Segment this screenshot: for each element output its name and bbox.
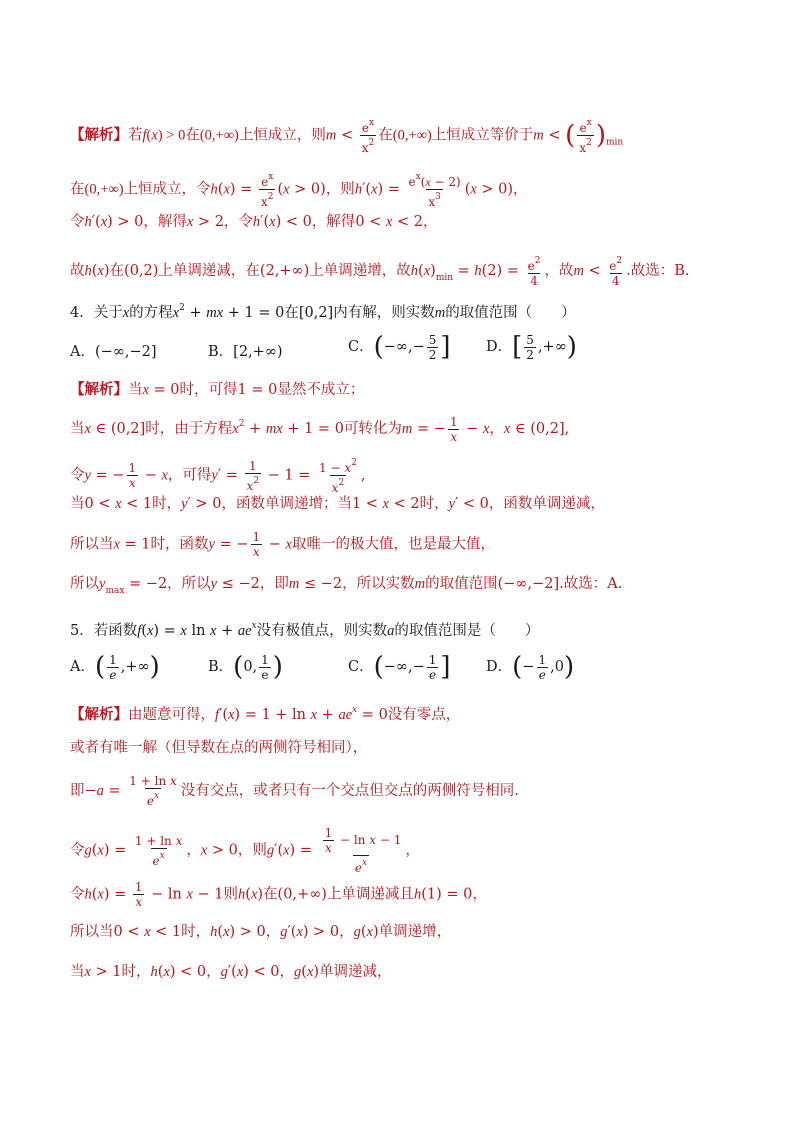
text: ， [339,924,354,940]
text: 当 [128,382,143,398]
text: 时，由于方程 [145,421,233,437]
q4-solution-line-1: 【解析】当x = 0时，可得1 = 0显然不成立； [70,381,365,398]
text: 所以当 [70,536,114,553]
solution-tag: 【解析】 [70,706,128,723]
text: 内有解，则实数 [333,305,435,321]
text: 在 [109,263,125,279]
text: 没有交点，或者只有一个交点但交点的两侧符号相同. [180,783,519,799]
q4-option-d[interactable]: D．[ $\frac{5}{2}$ ,+∞) [486,332,577,362]
fraction: $\frac{e^2}{4}$ [609,256,623,288]
text: ，函数单调递增；当 [221,496,352,512]
text: ，即 [259,576,289,592]
q5-option-a[interactable]: A．( $\frac{1}{e}$ ,+∞) [70,652,160,682]
text: 在 [70,181,85,198]
text: 时， [152,496,182,512]
text: 若 [128,127,143,144]
text: ，所以实数 [342,576,415,592]
fraction: $\frac{e^x}{x^2}$ [361,118,375,155]
option-label: B． [208,344,234,360]
q4-solution-line-3: 令y = − $\frac{1}{x}$ − x，可得y′ = $\frac{1}{x^2}$ − 1 = $\frac{1 - x^2}{x^2}$ , [70,458,366,495]
option-label: B． [208,659,234,675]
text: 4．关于 [70,305,123,321]
q5-solution-line-5: 令h(x) = $\frac{1}{x}$ − ln x − 1则h(x)在(0,+∞)上单调递减且h(1) = 0， [70,880,487,909]
q4-solution-line-2: 当x ∈ (0,2]时，由于方程$x^2$ + mx + 1 = 0可转化为m = − $\frac{1}{x}$ − x，x ∈ (0,2], [70,414,570,444]
q4-solution-line-6: 所以$y_{max} = -2$，所以y ≤ −2，即m ≤ −2，所以实数m的取值范围(−∞,−2].故选：A. [70,576,623,596]
text: ，则 [237,842,267,859]
text: ，解得 [311,214,356,230]
q4-option-c[interactable]: C．(−∞,− $\frac{5}{2}$ ] [348,332,451,362]
text: , [564,421,570,437]
fraction: $\frac{e^x(x - 2)}{x^3}$ [408,172,461,209]
text: ，令 [223,214,253,230]
q5-solution-line-6: 所以当0 < x < 1时，h(x) > 0，g′(x) > 0，g(x)单调递增， [70,924,452,940]
option-label: A． [70,659,95,675]
text: 上单调递增，故 [309,263,411,279]
solution-tag: 【解析】 [70,126,128,144]
text: 取唯一的极大值，也是最大值， [291,536,495,553]
text: 的取值范围 [425,576,498,592]
q3-solution-line-1: 【解析】若f(x) > 0在(0,+∞)上恒成立，则m < $\frac{e^x}{x^2}$ 在(0,+∞)上恒成立等价于m < ( $\frac{e^x}{x^2}$ )$_{min}$ [70,118,624,155]
text: ，解得 [143,214,187,230]
q5-option-c[interactable]: C．(−∞,− $\frac{1}{e}$ ] [348,652,451,682]
text: 令 [70,214,85,230]
text: ，则 [325,181,355,198]
fraction: $\frac{e^x}{x^2}$ [260,172,274,209]
text: 没有零点， [387,707,461,723]
text: ，故 [544,263,574,279]
text: 时，函数 [150,536,209,553]
text: ， [265,924,281,940]
q3-solution-line-2: 在(0,+∞)上恒成立，令h(x) = $\frac{e^x}{x^2}$ (x > 0)，则h′(x) = $\frac{e^x(x - 2)}{x^3}$ (x > 0)， [70,172,528,209]
text: 可转化为 [343,421,402,437]
text: .故选：B. [626,263,690,279]
text: 或者有唯一解（但导数在点的两侧符号相同）， [70,740,368,756]
text: ，所以 [167,576,211,592]
fraction: $\frac{e^2}{4}$ [527,256,541,288]
q5-solution-line-4: 令g(x) = $\frac{\text{1 + ln x}}{e^x}$ ，x > 0，则g′(x) = $\frac{1}{x}$ − ln x − 1 $e^x$ ， [70,826,420,875]
text: ，函数单调递减， [488,496,605,512]
text: 显然不成立； [277,382,365,398]
text: 上恒成立等价于 [431,127,534,144]
text: 单调递增， [378,924,452,940]
text: 当 [70,496,85,512]
q3-solution-line-3: 令h′(x) > 0，解得x > 2，令h′(x) < 0，解得0 < x < 2， [70,214,438,230]
option-label: C． [348,339,374,355]
q5-stem: 5．若函数f(x) = x $\ln x + ae^x$没有极值点，则实数a的取值范围是（ ） [70,621,540,639]
text: ， [279,964,295,980]
text: ，可得 [167,467,212,484]
text: 在 [284,305,299,321]
text: ， [422,214,438,230]
text: 单调递减， [319,964,392,980]
option-label: D． [486,659,513,675]
text: 令 [70,467,85,484]
q4-solution-line-5: 所以当x = 1时，函数y = − $\frac{1}{x}$ − x取唯一的极大值，也是最大值， [70,530,495,559]
q4-option-b[interactable]: B．[2,+∞) [208,344,283,360]
text: ， [405,842,420,859]
q4-solution-line-4: 当0 < x < 1时，y′ > 0，函数单调递增；当1 < x < 2时，y′ < 0，函数单调递减， [70,496,605,512]
text: 所以 [70,576,99,592]
text: 的取值范围（ ） [445,305,576,321]
text: ， [186,842,201,859]
text: 所以当 [70,924,114,940]
text: 上单调递减，在 [158,263,260,279]
text: 的取值范围是（ ） [394,623,540,639]
text: 时， [181,924,211,940]
text: 在 [263,886,278,903]
q5-solution-line-7: 当x > 1时，h(x) < 0，g′(x) < 0，g(x)单调递减， [70,964,392,980]
q5-solution-line-3: 即−a = $\frac{\text{1 + ln x}}{e^x}$ 没有交点，或者只有一个交点但交点的两侧符号相同. [70,774,519,808]
text: 故 [70,263,85,279]
text: 当 [70,421,85,437]
option-label: D． [486,339,513,355]
text: 时，可得 [179,382,238,398]
fraction: $\frac{e^x}{x^2}$ [579,118,592,155]
text: ， [513,181,528,198]
text: ， [206,964,221,980]
q4-stem: 4．关于x的方程$x^2$ + mx + 1 = 0在[0,2]内有解，则实数m的取值范围（ ） [70,303,576,321]
text: 时， [419,496,449,512]
text: , [360,467,366,484]
q4-option-a[interactable]: A．(−∞,−2] [70,344,157,360]
text: 的方程 [129,305,173,321]
text: 当 [70,964,85,980]
text: .故选：A. [559,576,623,592]
text: 时， [121,964,151,980]
q5-solution-line-1: 【解析】由题意可得，$f'(x) = 1 + \ln x + ae^x = 0$没有零点， [70,705,461,723]
text: 则 [223,886,239,903]
text: 令 [70,886,85,903]
text: 上恒成立，令 [123,181,211,198]
q3-solution-line-4: 故h(x)在(0,2)上单调递减，在(2,+∞)上单调递增，故$h(x)_{min} = h(2)$ = $\frac{e^2}{4}$ ，故m < $\frac{e^2}{4}$ .故选：B. [70,256,690,288]
text: 在 [185,127,200,144]
solution-tag: 【解析】 [70,381,128,398]
q5-solution-line-2 [70,738,730,758]
text: 即 [70,783,85,799]
q5-option-b[interactable]: B．(0, $\frac{1}{e}$ ) [208,652,283,682]
text: 令 [70,842,85,859]
text: 5．若函数 [70,623,138,639]
text: 上单调递减且 [326,886,414,903]
text: 没有极值点，则实数 [256,623,388,639]
text: ， [489,421,504,437]
q5-option-d[interactable]: D．(− $\frac{1}{e}$ ,0) [486,652,575,682]
text: ， [472,886,487,903]
text: 上恒成立，则 [238,127,326,144]
option-label: C． [348,659,374,675]
text: 由题意可得， [128,707,215,723]
text: 在 [378,127,393,144]
option-label: A． [70,344,95,360]
